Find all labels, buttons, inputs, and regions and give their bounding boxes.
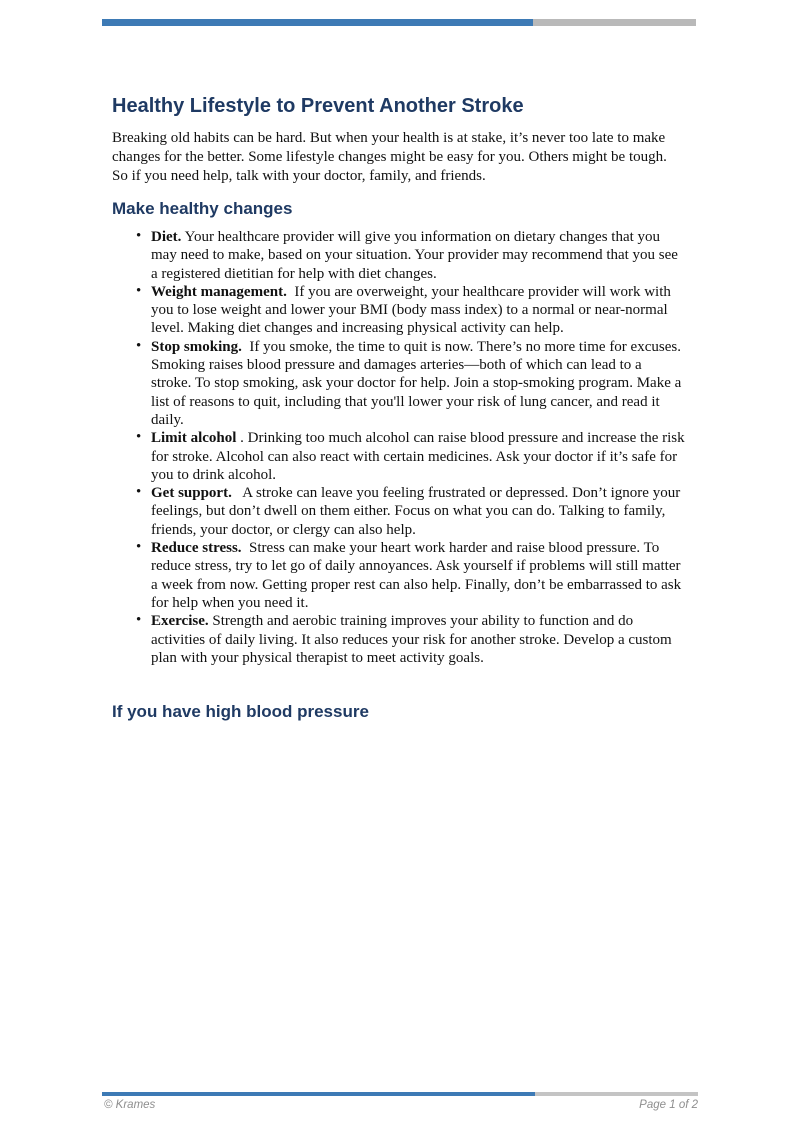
list-item-text: If you are overweight, your healthcare provider will work with you to lose weight and lower your BMI (body mass index) to a normal or near-normal level. Making diet changes and increasing physical activity can help. <box>151 283 671 337</box>
list-item-lead: Get support. <box>151 485 232 502</box>
bullet-icon: • <box>136 429 142 446</box>
footer-page-number: Page 1 of 2 <box>639 1099 698 1111</box>
list-item-text: . Drinking too much alcohol can raise blood pressure and increase the risk for stroke. Alcohol can also react with certain medicines. Ask your doctor if it’s safe for you to drink alcohol. <box>151 430 685 483</box>
footer-copyright: © Krames <box>104 1099 156 1111</box>
list-item-exercise <box>112 612 685 667</box>
bullet-icon: • <box>136 337 142 354</box>
list-item-lead: Exercise. <box>151 613 209 630</box>
list-item-lead: Weight management. <box>151 283 287 300</box>
list-item-lead: Diet. <box>151 229 182 245</box>
section-heading-make-healthy-changes: Make healthy changes <box>112 199 293 218</box>
intro-paragraph: Breaking old habits can be hard. But when your health is at stake, it’s never too late to make changes for the better. Some lifestyle changes might be easy for you. Others might be tough. So if you need help, talk with your doctor, family, and friends. <box>112 130 667 184</box>
list-item-diet <box>112 228 685 283</box>
page-title: Healthy Lifestyle to Prevent Another Stroke <box>112 95 524 117</box>
footer <box>104 1099 698 1111</box>
list-item-text: Stress can make your heart work harder and raise blood pressure. To reduce stress, try to let go of daily annoyances. Ask yourself if problems will still matter a week from now. Getting proper rest can also help. Finally, don’t be embarrassed to ask for help when you need it. <box>151 540 682 611</box>
list-item-get-support <box>112 484 685 539</box>
healthy-changes-list <box>112 228 685 667</box>
bullet-icon: • <box>136 282 142 299</box>
list-item-lead: Stop smoking. <box>151 338 242 355</box>
list-item-text: Strength and aerobic training improves your ability to function and do activities of daily living. It also reduces your risk for another stroke. Develop a custom plan with your physical therapist to meet activity goals. <box>151 613 672 666</box>
section-heading-high-blood-pressure: If you have high blood pressure <box>112 702 369 722</box>
bullet-icon: • <box>136 612 142 629</box>
list-item-limit-alcohol <box>112 429 685 484</box>
list-item-weight-management <box>112 283 685 338</box>
bullet-icon: • <box>136 484 142 501</box>
list-item-lead: Reduce stress. <box>151 540 242 557</box>
list-item-text: A stroke can leave you feeling frustrated or depressed. Don’t ignore your feelings, but don’t dwell on them either. Focus on what you can do. Talking to family, friends, your doctor, or clergy can also help. <box>151 485 681 538</box>
list-item-text: Your healthcare provider will give you information on dietary changes that you may need to make, based on your situation. Your provider may recommend that you see a registered dietitian for help with diet changes. <box>151 229 678 282</box>
list-item-lead: Limit alcohol <box>151 430 237 447</box>
list-item-reduce-stress <box>112 539 685 612</box>
list-item-stop-smoking <box>112 338 685 429</box>
footer-rule-blue-segment <box>102 1092 535 1096</box>
footer-rule <box>102 1092 698 1096</box>
list-item-text: If you smoke, the time to quit is now. There’s no more time for excuses. Smoking raises blood pressure and damages arteries—both of which can lead to a stroke. To stop smoking, ask your doctor for help. Join a stop-smoking program. Make a list of reasons to quit, including that you'll lower your risk of lung cancer, and read it daily. <box>151 338 682 428</box>
bullet-icon: • <box>136 228 142 244</box>
footer-rule-gray-segment <box>535 1092 698 1096</box>
bullet-icon: • <box>136 539 142 556</box>
document-content <box>112 0 685 722</box>
